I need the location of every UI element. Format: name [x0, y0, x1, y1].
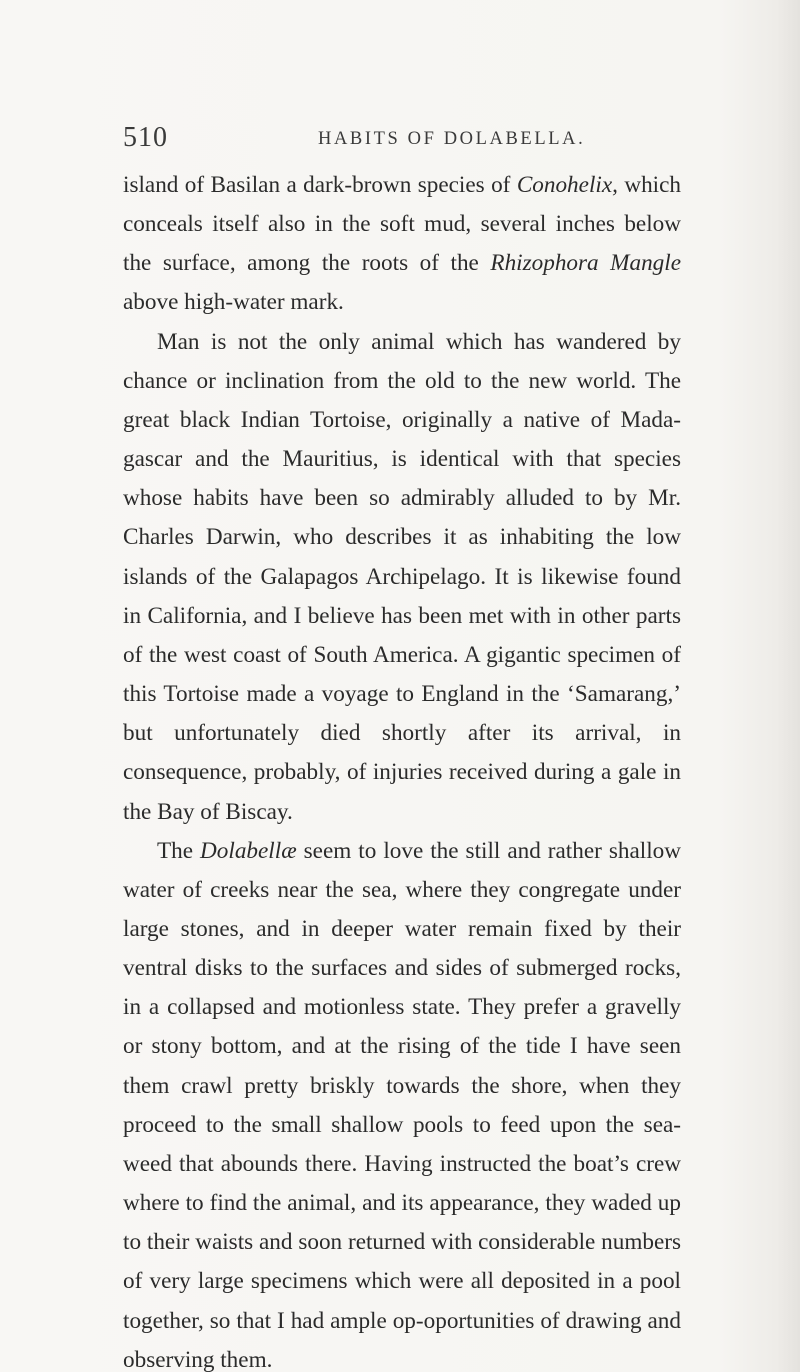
page-number: 510: [123, 122, 168, 153]
paragraph-1-italic-1: Conohelix,: [516, 172, 618, 198]
paragraph-1-text-3: above high-water mark.: [123, 289, 344, 316]
paragraph-2: [123, 323, 681, 832]
page-header: [123, 122, 683, 162]
paragraph-2-text-1: Man is not the only animal which has wandered by chance or inclination from the old to the new world. The great black Indian Tortoise, originally a native of Mada-gascar and the Mauritius, is identical with that species whose habits have been so admirably alluded to by Mr. Charles Darwin, who describes it as inhabiting the low islands of the Galapagos Archipelago. It is likewise found in California, and I believe has been met with in other parts of the west coast of South America. A gigantic specimen of this Tortoise made a voyage to England in the ‘Samarang,’ but unfortunately died shortly after its arrival, in consequence, probably, of injuries received during a gale in the Bay of Biscay.: [123, 328, 681, 825]
paragraph-1-italic-2: Rhizophora Mangle: [490, 250, 682, 277]
paragraph-3: [123, 832, 681, 1372]
paragraph-3-text-2: seem to love the still and rather shallow water of creeks near the sea, where they congregate under large stones, and in deeper water remain fixed by their ventral disks to the surfaces and sides of submerged rocks, in a collapsed and motionless state. They prefer a gravelly or stony bottom, and at the rising of the tide I have seen them crawl pretty briskly towards the shore, when they proceed to the small shallow pools to feed upon the sea-weed that abounds there. Having instructed the boat’s crew where to find the animal, and its appearance, they waded up to their waists and soon returned with considerable numbers of very large specimens which were all deposited in a pool together, so that I had ample op-oportunities of drawing and observing them.: [123, 837, 681, 1372]
paragraph-3-text-1: The: [157, 837, 201, 864]
paragraph-3-italic-1: Dolabellæ: [200, 837, 297, 864]
body-text: [123, 166, 681, 1372]
paragraph-1: [123, 166, 681, 323]
running-head: HABITS OF DOLABELLA.: [318, 129, 586, 149]
paragraph-1-text-1: island of Basilan a dark-brown species of: [123, 172, 517, 198]
paragraph-1-text-2: which conceals itself also in the soft mud, several inches below the surface, among the roots of the: [123, 172, 681, 277]
